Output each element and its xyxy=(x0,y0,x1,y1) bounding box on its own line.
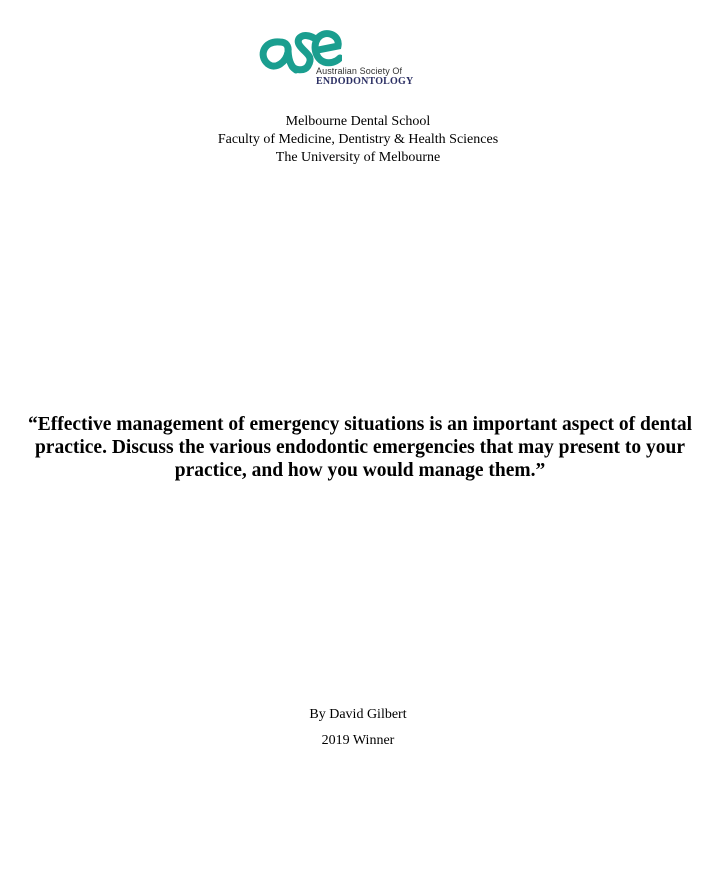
institution-block xyxy=(0,113,716,167)
logo-org-line1: Australian Society Of xyxy=(316,66,403,76)
university-name: The University of Melbourne xyxy=(275,150,441,165)
author-byline: By David Gilbert xyxy=(309,707,407,722)
award-label: 2019 Winner xyxy=(321,733,395,748)
essay-title: “Effective management of emergency situations is an important aspect of dental practice. Discuss the various endodontic emergencies that may present to your practice, and how you would manage them.” xyxy=(28,414,692,481)
school-name: Melbourne Dental School xyxy=(285,114,431,129)
logo-org-line2: ENDODONTOLOGY xyxy=(316,76,414,87)
faculty-name: Faculty of Medicine, Dentistry & Health Sciences xyxy=(217,132,499,147)
society-logo xyxy=(258,18,428,86)
